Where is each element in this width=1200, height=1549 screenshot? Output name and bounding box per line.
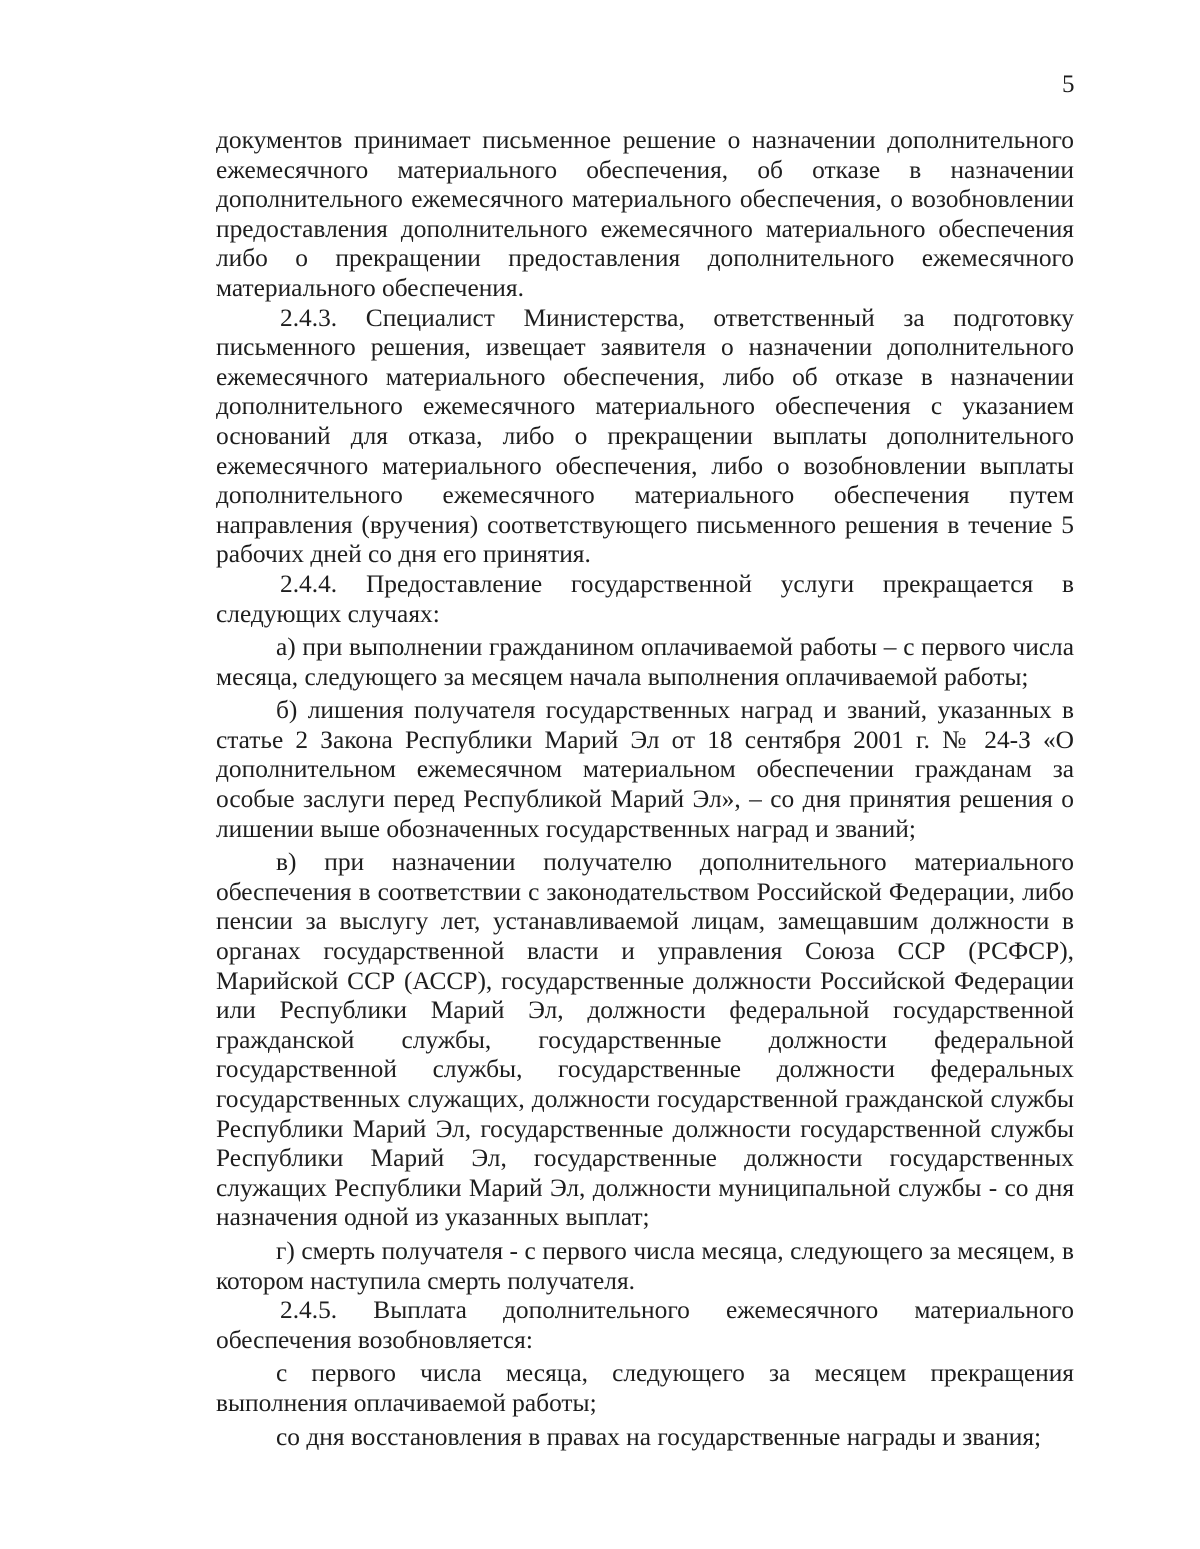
document-body — [216, 126, 1074, 1452]
paragraph-item-a: а) при выполнении гражданином оплачиваемой работы – с первого числа месяца, следующего за месяцем начала выполнения оплачиваемой работы; — [216, 633, 1074, 691]
paragraph-item-b: б) лишения получателя государственных наград и званий, указанных в статье 2 Закона Республики Марий Эл от 18 сентября 2001 г. № 24-З «О дополнительном ежемесячном материальном обеспечении гражданам за особые заслуги перед Республикой Марий Эл», – со дня принятия решения о лишении выше обозначенных государственных наград и званий; — [216, 696, 1074, 843]
paragraph-2-4-5: 2.4.5. Выплата дополнительного ежемесячного материального обеспечения возобновляется: — [216, 1296, 1074, 1354]
paragraph-2-4-4: 2.4.4. Предоставление государственной услуги прекращается в следующих случаях: — [216, 569, 1074, 628]
page-number: 5 — [1062, 71, 1075, 98]
paragraph-resume-work: с первого числа месяца, следующего за месяцем прекращения выполнения оплачиваемой работы; — [216, 1359, 1074, 1417]
paragraph-2-4-3: 2.4.3. Специалист Министерства, ответственный за подготовку письменного решения, извещает заявителя о назначении дополнительного ежемесячного материального обеспечения, либо об отказе в назначении дополнительного ежемесячного материального обеспечения с указанием оснований для отказа, либо о прекращении выплаты дополнительного ежемесячного материального обеспечения, либо о возобновлении выплаты дополнительного ежемесячного материального обеспечения путем направления (вручения) соответствующего письменного решения в течение 5 рабочих дней со дня его принятия. — [216, 303, 1074, 569]
paragraph-decision: документов принимает письменное решение о назначении дополнительного ежемесячного материального обеспечения, об отказе в назначении дополнительного ежемесячного материального обеспечения, о возобновлении предоставления дополнительного ежемесячного материального обеспечения либо о прекращении предоставления дополнительного ежемесячного материального обеспечения. — [216, 126, 1074, 302]
paragraph-item-g: г) смерть получателя - с первого числа месяца, следующего за месяцем, в котором наступила смерть получателя. — [216, 1236, 1074, 1295]
paragraph-resume-awards: со дня восстановления в правах на государственные награды и звания; — [276, 1422, 1042, 1451]
paragraph-item-v: в) при назначении получателю дополнительного материального обеспечения в соответствии с законодательством Российской Федерации, либо пенсии за выслугу лет, устанавливаемой лицам, замещавшим должности в органах государственной власти и управления Союза ССР (РСФСР), Марийской ССР (АССР), государственные должности Российской Федерации или Республики Марий Эл, должности федеральной государственной гражданской службы, государственные должности федеральной государственной службы, государственные должности федеральных государственных служащих, должности государственной гражданской службы Республики Марий Эл, государственные должности государственной службы Республики Марий Эл, государственные должности государственных служащих Республики Марий Эл, должности муниципальной службы - со дня назначения одной из указанных выплат; — [216, 848, 1074, 1232]
